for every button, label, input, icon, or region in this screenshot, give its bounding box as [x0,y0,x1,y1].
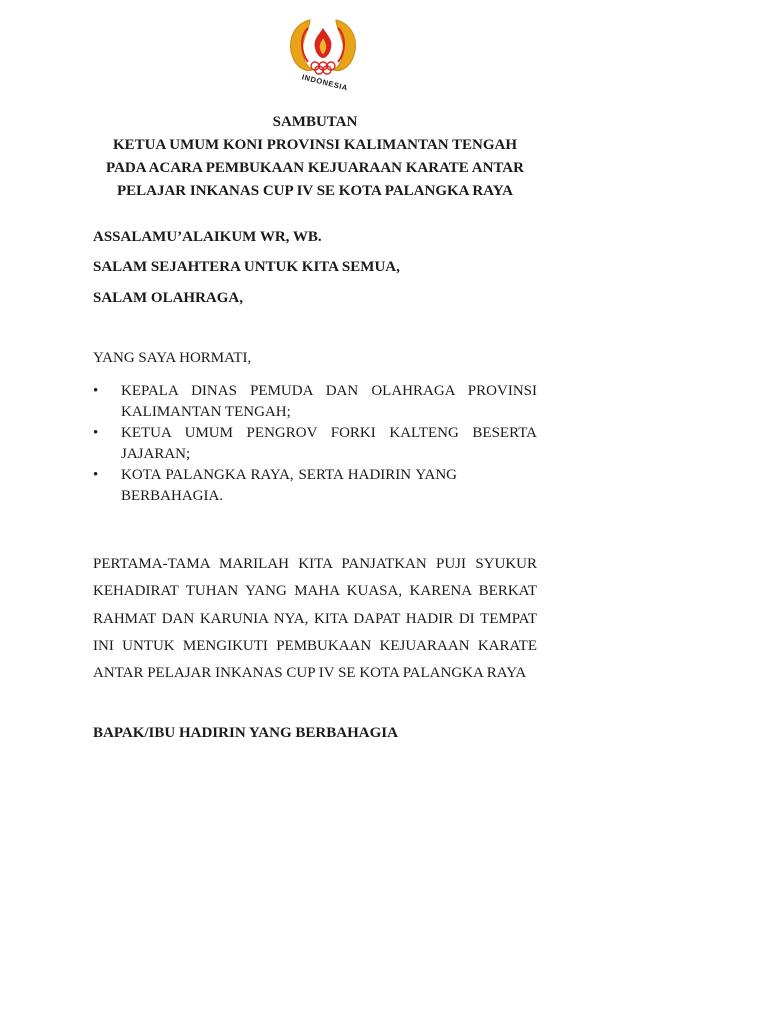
greeting-salam-olahraga: SALAM OLAHRAGA, [93,290,244,306]
list-item [93,423,537,465]
greeting-assalamualaikum: ASSALAMU’ALAIKUM WR, WB. [93,229,322,245]
logo-caption: INDONESIA [301,72,349,93]
body-paragraph: PERTAMA-TAMA MARILAH KITA PANJATKAN PUJI SYUKUR KEHADIRAT TUHAN YANG MAHA KUASA, KARENA BERKAT RAHMAT DAN KARUNIA NYA, KITA DAPAT HADIR DI TEMPAT INI UNTUK MENGIKUTI PEMBUKAAN KEJUARAAN KARATE ANTAR PELAJAR INKANAS CUP IV SE KOTA PALANGKA RAYA [93,556,537,682]
heading-line-2: KETUA UMUM KONI PROVINSI KALIMANTAN TENGAH [112,137,518,153]
koni-logo [280,14,366,100]
list-item [93,465,537,507]
list-item-text: KOTA PALANGKA RAYA, SERTA HADIRIN YANG BERBAHAGIA. [121,467,457,504]
heading-line-4: PELAJAR INKANAS CUP IV SE KOTA PALANGKA RAYA [116,183,514,199]
respected-intro: YANG SAYA HORMATI, [93,350,252,366]
document-heading [93,111,537,203]
koni-emblem-icon [280,14,366,100]
bullet-icon: • [93,467,99,483]
list-item-text: KEPALA DINAS PEMUDA DAN OLAHRAGA PROVINSI KALIMANTAN TENGAH; [121,383,537,420]
bullet-icon: • [93,383,99,399]
closing-salutation: BAPAK/IBU HADIRIN YANG BERBAHAGIA [93,725,398,741]
list-item-text: KETUA UMUM PENGROV FORKI KALTENG BESERTA JAJARAN; [121,425,537,462]
greeting-salam-sejahtera: SALAM SEJAHTERA UNTUK KITA SEMUA, [93,259,400,275]
bullet-icon: • [93,425,99,441]
respected-list [93,381,537,507]
heading-line-1: SAMBUTAN [272,114,358,130]
list-item [93,381,537,423]
heading-line-3: PADA ACARA PEMBUKAAN KEJUARAAN KARATE ANTAR [106,160,524,176]
